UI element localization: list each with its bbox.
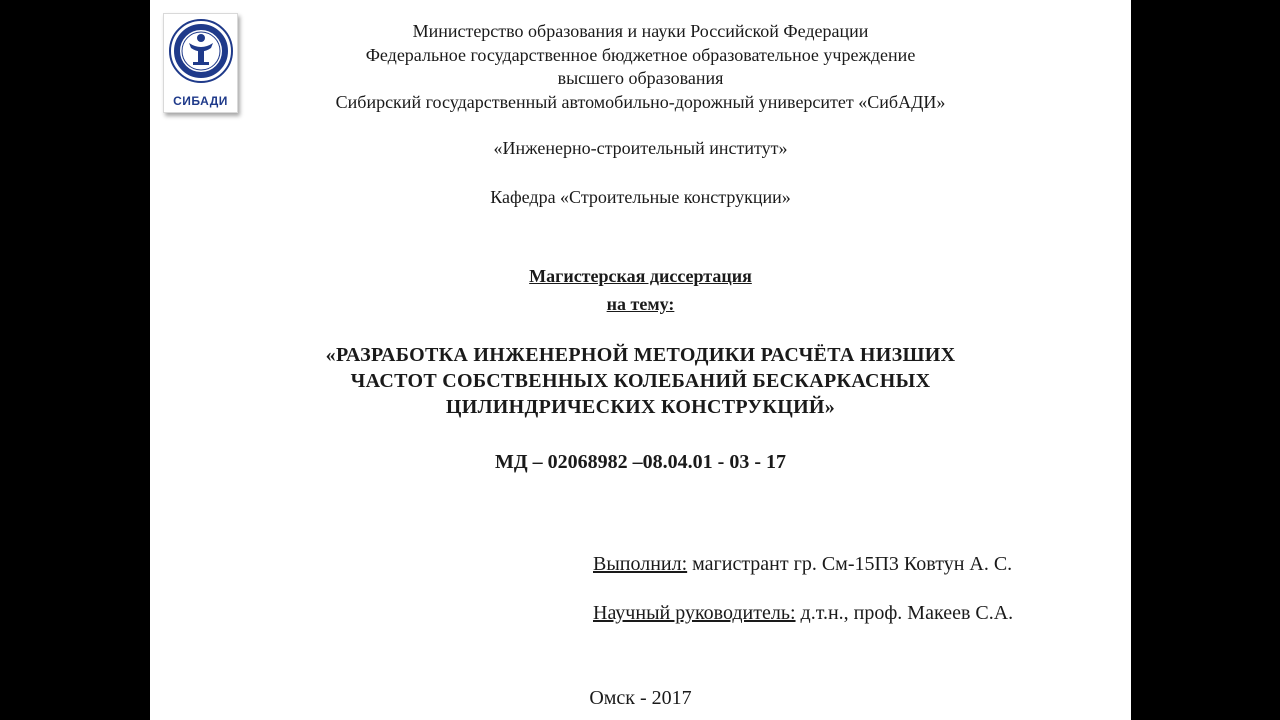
- thesis-code: МД – 02068982 –08.04.01 - 03 - 17: [495, 451, 786, 473]
- institute-name: «Инженерно-строительный институт»: [493, 138, 788, 158]
- header-university: Сибирский государственный автомобильно-дорожный университет «СибАДИ»: [335, 92, 946, 112]
- thesis-subject-label: на тему:: [606, 294, 675, 314]
- city-year: Омск - 2017: [589, 687, 692, 709]
- header-ministry: Министерство образования и науки Российской Федерации: [412, 21, 869, 41]
- supervisor-value: д.т.н., проф. Макеев С.А.: [795, 602, 1014, 624]
- thesis-title-line-3: ЦИЛИНДРИЧЕСКИХ КОНСТРУКЦИЙ»: [445, 396, 836, 418]
- author-label: Выполнил:: [593, 553, 688, 575]
- author-signature: [593, 552, 1012, 576]
- author-value: магистрант гр. См-15П3 Ковтун А. С.: [687, 553, 1013, 575]
- header-education-level: высшего образования: [557, 68, 724, 88]
- supervisor-signature: [593, 601, 1013, 625]
- document-page: [150, 0, 1131, 720]
- department-name: Кафедра «Строительные конструкции»: [490, 187, 791, 207]
- supervisor-label: Научный руководитель:: [593, 602, 796, 624]
- header-institution-type: Федеральное государственное бюджетное образовательное учреждение: [365, 45, 916, 65]
- logo-caption: СИБАДИ: [173, 94, 228, 108]
- thesis-title-line-2: ЧАСТОТ СОБСТВЕННЫХ КОЛЕБАНИЙ БЕСКАРКАСНЫХ: [350, 370, 931, 392]
- thesis-title-line-1: «РАЗРАБОТКА ИНЖЕНЕРНОЙ МЕТОДИКИ РАСЧЁТА НИЗШИХ: [325, 344, 956, 366]
- thesis-type: Магистерская диссертация: [529, 266, 752, 286]
